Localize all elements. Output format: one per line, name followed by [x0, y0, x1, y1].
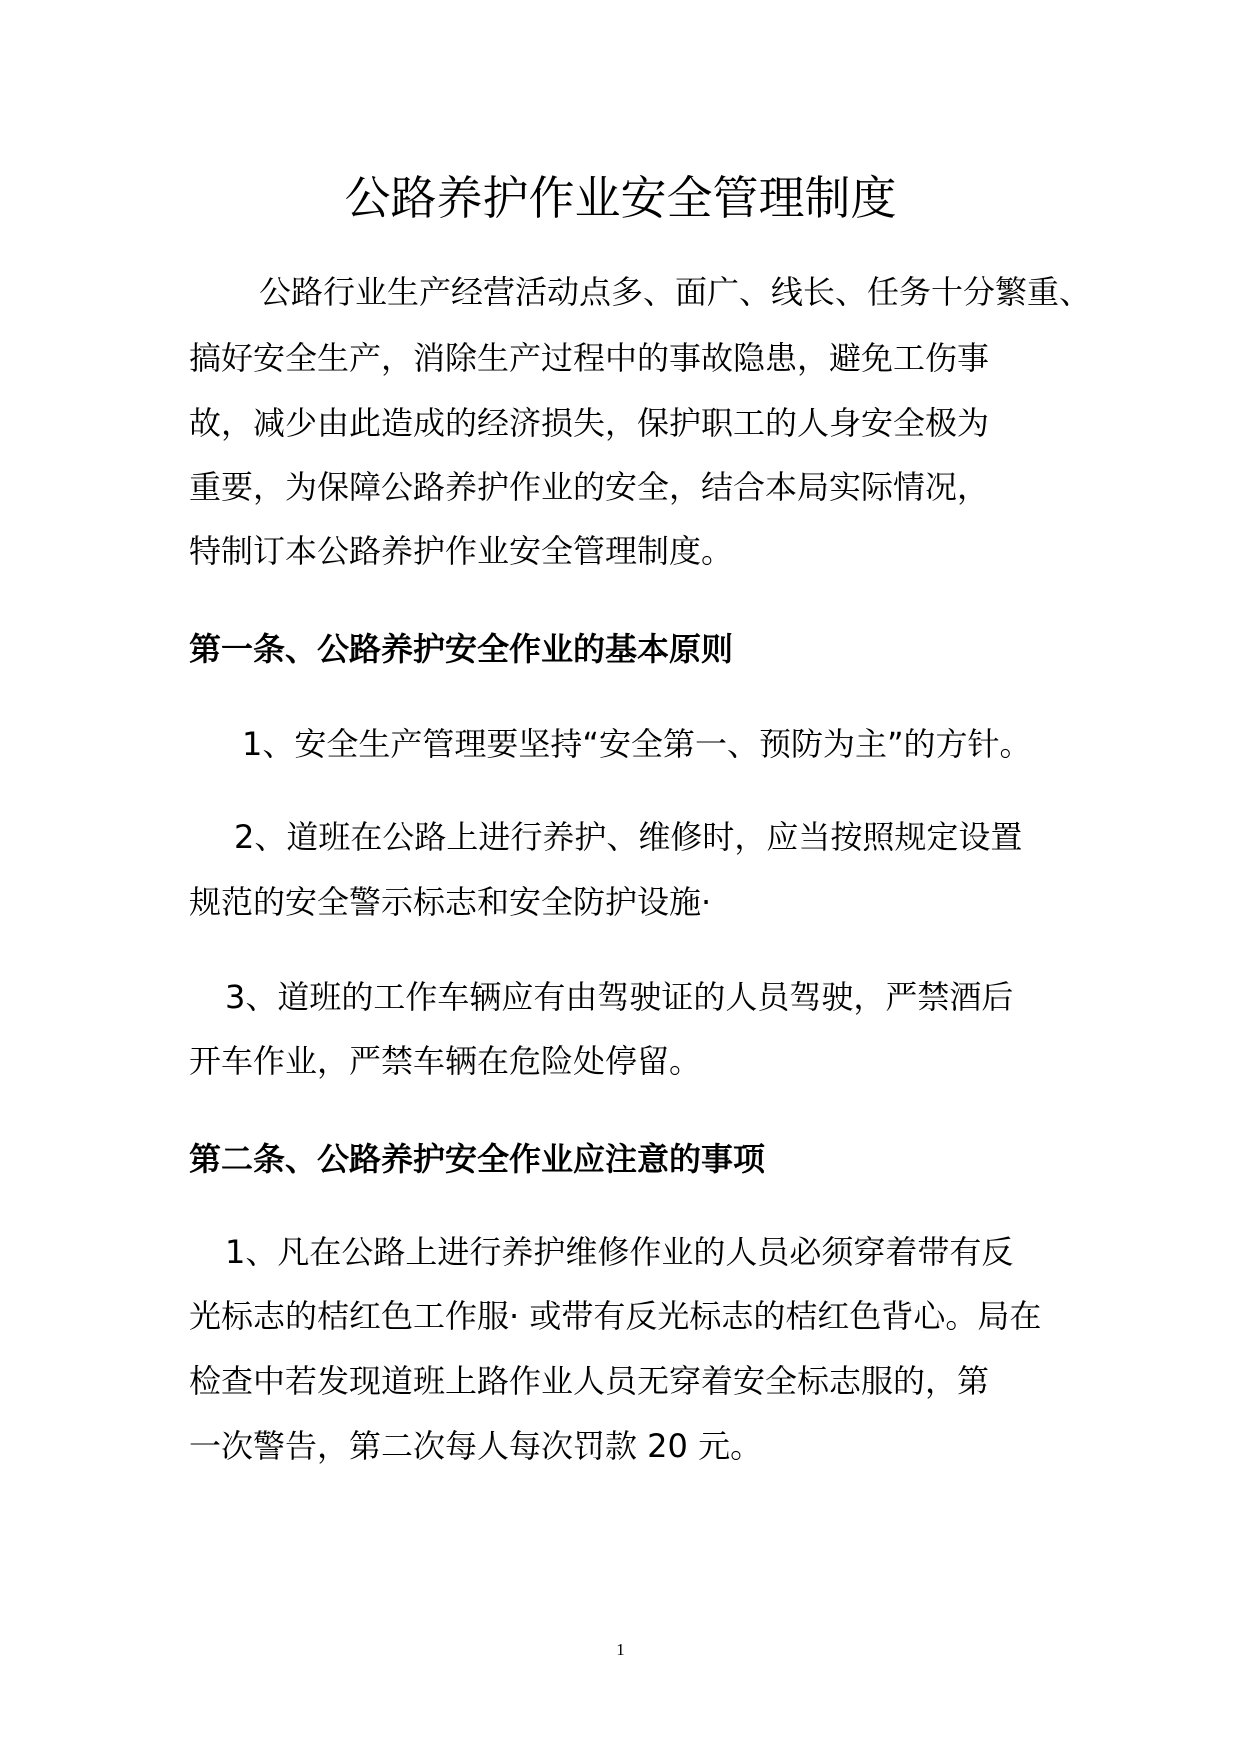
- section-item-line: 开车作业，严禁车辆在危险处停留。: [189, 1042, 702, 1080]
- section-item-line: 1、安全生产管理要坚持“安全第一、预防为主”的方针。: [242, 725, 1032, 763]
- section-heading: 第二条、公路养护安全作业应注意的事项: [189, 1140, 766, 1178]
- section-item-line: 3、道班的工作车辆应有由驾驶证的人员驾驶，严禁酒后: [225, 978, 1014, 1016]
- intro-line: 重要，为保障公路养护作业的安全，结合本局实际情况，: [189, 468, 990, 506]
- intro-line: 特制订本公路养护作业安全管理制度。: [189, 532, 734, 570]
- intro-line: 故，减少由此造成的经济损失，保护职工的人身安全极为: [189, 404, 990, 442]
- section-item-line: 规范的安全警示标志和安全防护设施·: [189, 883, 712, 921]
- intro-line: 搞好安全生产，消除生产过程中的事故隐患，避免工伤事: [189, 339, 990, 377]
- section-heading: 第一条、公路养护安全作业的基本原则: [189, 630, 734, 668]
- section-item-line: 1、凡在公路上进行养护维修作业的人员必须穿着带有反: [225, 1233, 1014, 1271]
- document-title: 公路养护作业安全管理制度: [344, 171, 897, 225]
- section-item-line: 2、道班在公路上进行养护、维修时，应当按照规定设置: [234, 818, 1023, 856]
- section-item-line: 一次警告，第二次每人每次罚款 20 元。: [189, 1427, 763, 1465]
- section-item-line: 检查中若发现道班上路作业人员无穿着安全标志服的，第: [189, 1362, 990, 1400]
- intro-line: 公路行业生产经营活动点多、面广、线长、任务十分繁重、: [259, 273, 1092, 311]
- section-item-line: 光标志的桔红色工作服· 或带有反光标志的桔红色背心。局在: [189, 1297, 1042, 1335]
- page-number: 1: [616, 1640, 625, 1659]
